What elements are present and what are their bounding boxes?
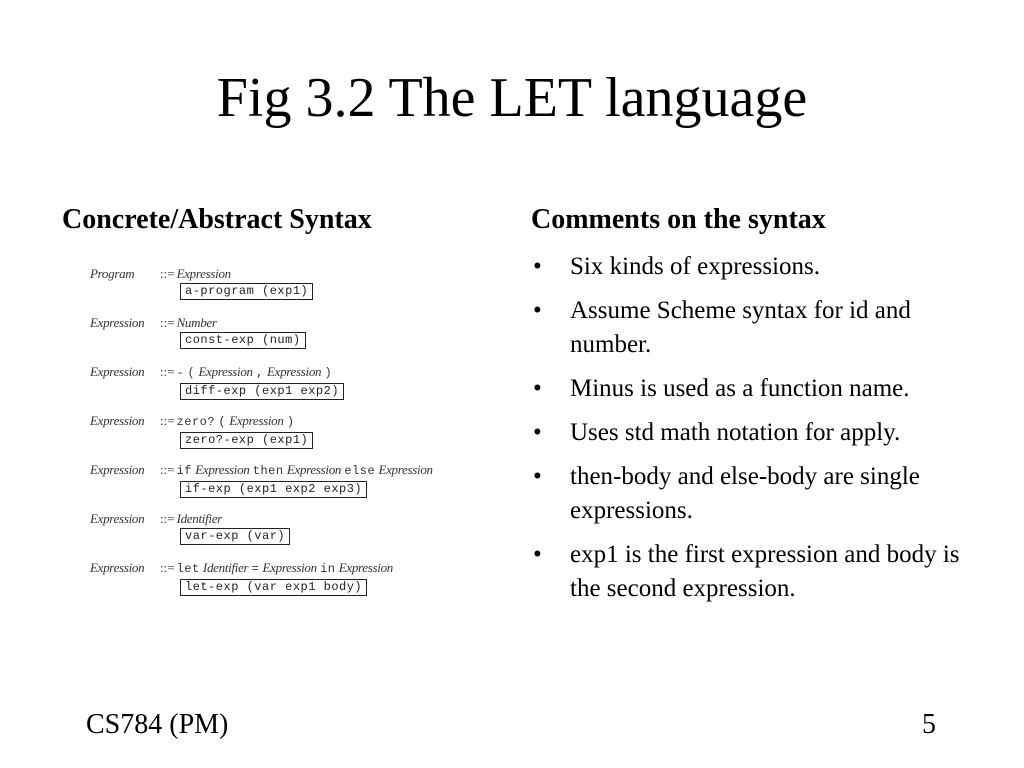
grammar-nonterminal: Expression [198,364,253,379]
grammar-nonterminal: Expression [266,364,322,379]
grammar-nonterminal: Expression [338,560,394,575]
comment-bullet [533,460,973,528]
grammar-terminal: ( [187,366,196,380]
bullet-marker-icon: • [533,419,542,446]
comment-bullet [533,294,973,362]
grammar-production [90,462,510,479]
comment-bullet [533,250,973,284]
grammar-terminal: let [176,562,200,576]
grammar-rule [90,266,510,315]
grammar-nonterminal: Expression [262,560,317,575]
abstract-syntax-box: const-exp (num) [180,332,306,349]
abstract-syntax-box: if-exp (exp1 exp2 exp3) [180,481,367,498]
grammar-nonterminal: Expression [229,413,284,428]
comments-column-heading: Comments on the syntax [531,204,826,235]
grammar-lhs: Expression [90,462,145,477]
footer-course: CS784 (PM) [86,709,229,740]
grammar-derives-symbol: ::= [160,511,175,526]
grammar-lhs: Expression [90,364,145,379]
syntax-column-heading: Concrete/Abstract Syntax [62,204,372,235]
grammar-rule [90,462,510,511]
comment-bullet-text: Minus is used as a function name. [570,375,910,402]
grammar-derives-symbol: ::= [160,462,175,477]
grammar-lhs: Expression [90,413,145,428]
bullet-marker-icon: • [533,297,542,324]
footer-page-number: 5 [922,709,936,740]
comment-bullet [533,538,973,606]
grammar-nonterminal: Identifier [176,511,222,526]
abstract-syntax-box: a-program (exp1) [180,283,313,300]
comment-bullet [533,372,973,406]
grammar-derives-symbol: ::= [160,315,175,330]
grammar-production [90,315,510,330]
grammar-derives-symbol: ::= [160,413,175,428]
grammar-rule [90,560,510,609]
grammar-lhs: Expression [90,560,145,575]
grammar-terminal: = [251,562,260,576]
grammar-lhs: Program [90,266,135,281]
grammar-derives-symbol: ::= [160,560,175,575]
grammar-nonterminal: Expression [286,462,342,477]
abstract-syntax-box: let-exp (var exp1 body) [180,579,367,596]
grammar-derives-symbol: ::= [160,266,175,281]
grammar-nonterminal: Number [176,315,217,330]
slide-title: Fig 3.2 The LET language [216,67,808,129]
grammar-nonterminal: Expression [378,462,433,477]
grammar-figure [90,266,510,609]
grammar-production [90,413,510,430]
grammar-derives-symbol: ::= [160,364,175,379]
grammar-production [90,560,510,577]
grammar-nonterminal: Identifier [202,560,249,575]
grammar-rule [90,511,510,560]
bullet-marker-icon: • [533,253,542,280]
grammar-nonterminal: Expression [176,266,231,281]
comment-bullet-text: Uses std math notation for apply. [570,419,901,446]
grammar-nonterminal: Expression [195,462,250,477]
comment-bullet-text: exp1 is the first expression and body is the second expression. [570,541,960,602]
grammar-terminal: in [320,562,336,576]
bullet-marker-icon: • [533,463,542,490]
comments-bullet-list [533,250,973,616]
abstract-syntax-box: diff-exp (exp1 exp2) [180,383,344,400]
bullet-marker-icon: • [533,375,542,402]
grammar-rule [90,364,510,413]
grammar-terminal: if [176,464,192,478]
grammar-lhs: Expression [90,511,145,526]
grammar-rule [90,413,510,462]
grammar-production [90,364,510,381]
comment-bullet-text: Six kinds of expressions. [570,253,820,280]
grammar-production [90,266,510,281]
grammar-lhs: Expression [90,315,145,330]
grammar-terminal: else [344,464,376,478]
abstract-syntax-box: var-exp (var) [180,528,290,545]
comment-bullet-text: Assume Scheme syntax for id and number. [570,297,911,358]
grammar-rule [90,315,510,364]
grammar-terminal: , [256,366,264,380]
grammar-terminal: ) [324,366,333,380]
comment-bullet-text: then-body and else-body are single expressions. [570,463,920,524]
bullet-marker-icon: • [533,541,542,568]
grammar-production [90,511,510,526]
comment-bullet [533,416,973,450]
grammar-terminal: zero? [176,415,216,429]
grammar-terminal: then [252,464,284,478]
grammar-terminal: - [176,366,185,380]
grammar-terminal: ( [218,415,227,429]
grammar-terminal: ) [286,415,295,429]
abstract-syntax-box: zero?-exp (exp1) [180,432,313,449]
